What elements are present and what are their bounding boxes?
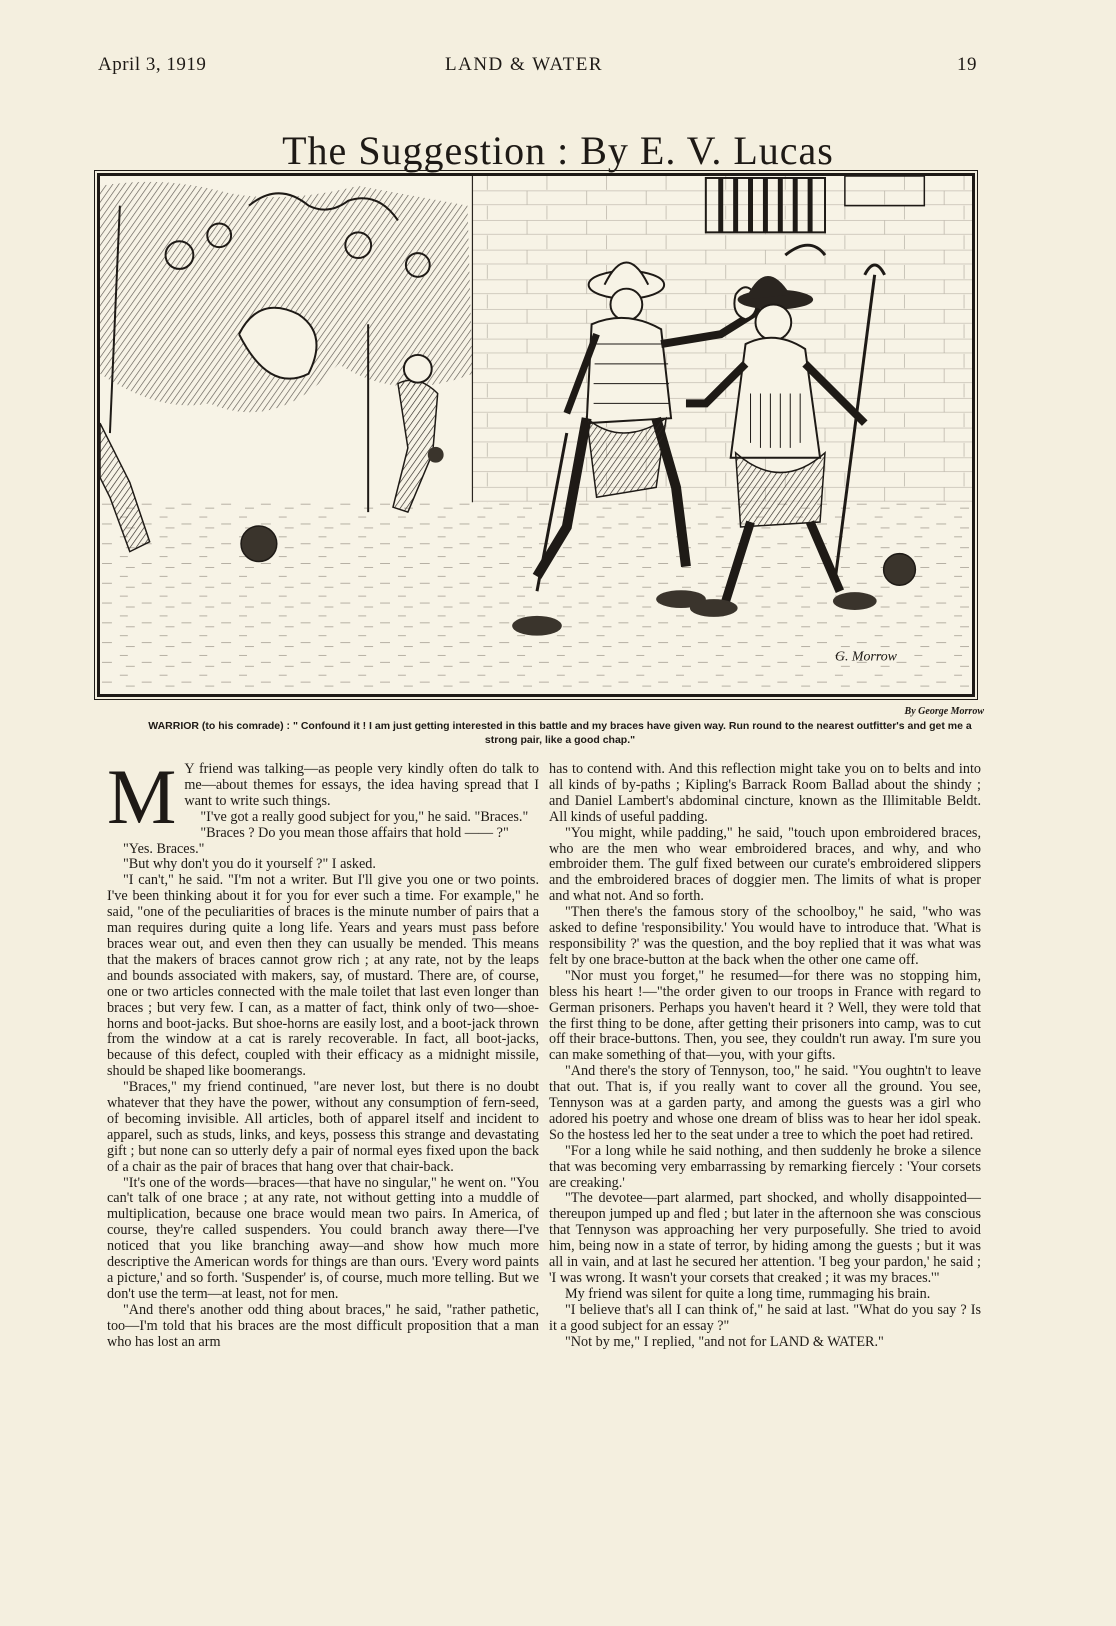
paragraph-text: "Nor must you forget," he resumed—for there was no stopping him, bless his heart !—"the order given to our troops in France with regard to German prisoners. Perhaps you haven't heard it ? Well, they were told that the first thing to be done, after getting their prisoners into camp, was to cut off their brace-buttons. Then, you see, they couldn't run away. I'm sure you can make something of that—you, with your gifts.: [549, 967, 981, 1064]
article-paragraph: [549, 1303, 981, 1335]
article-column-right: [549, 762, 981, 1351]
paragraph-text: "But why don't you do it yourself ?" I asked.: [123, 856, 376, 873]
artist-credit: By George Morrow: [904, 706, 984, 717]
article-paragraph: [107, 842, 539, 858]
paragraph-text: has to contend with. And this reflection might take you on to belts and into all kinds of by-paths ; Kipling's Barrack Room Ballad about the shindy ; and Daniel Lambert's abdominal cincture, known as the Illimitable Beldt. All kinds of useful padding.: [549, 761, 981, 825]
paragraph-text: "And there's another odd thing about braces," he said, "rather pathetic, too—I'm told that his braces are the most difficult proposition that a man who has lost an arm: [107, 1301, 539, 1350]
article-paragraph: [549, 905, 981, 969]
article-title: The Suggestion : By E. V. Lucas: [282, 127, 834, 173]
article-paragraph: [549, 1064, 981, 1144]
article-paragraph: [549, 762, 981, 826]
paragraph-text: "Braces ? Do you mean those affairs that hold —— ?": [200, 824, 509, 841]
drop-cap: M: [107, 753, 177, 840]
cartoon-illustration: [97, 173, 975, 697]
article-paragraph: [549, 1287, 981, 1303]
article-paragraph: [549, 826, 981, 906]
article-column-left: [107, 753, 539, 1351]
article-paragraph: [107, 1303, 539, 1351]
paragraph-text: "For a long while he said nothing, and then suddenly he broke a silence that was becoming very embarrassing by remarking fiercely : 'Your corsets are creaking.': [549, 1142, 981, 1191]
cannonball: [428, 447, 444, 463]
article-paragraph: [549, 1191, 981, 1286]
paragraph-text: "The devotee—part alarmed, part shocked, and wholly disappointed—thereupon jumped up and fled ; but later in the afternoon she was conscious that Tennyson was approaching her very purposefully. She tried to avoid him, being now in a state of terror, by hiding among the guests ; but it was all in vain, and at last he secured her attention. 'I beg your pardon,' he said ; 'I was wrong. It wasn't your corsets that creaked ; it was my braces.'": [549, 1190, 981, 1286]
paragraph-text: "Not by me," I replied, "and not for LAND & WATER.": [565, 1333, 884, 1350]
article-paragraph: [107, 1176, 539, 1303]
cannonball: [241, 526, 277, 562]
article-paragraph: [549, 1335, 981, 1351]
paragraph-text: "And there's the story of Tennyson, too," he said. "You oughtn't to leave that out. That is, if you really want to cover all the ground. You see, Tennyson was at a garden party, and among the guests was a girl who adored his poetry and whose one dream of bliss was to hear her idol speak. So the hostess led her to the seat under a tree to which the poet had retired.: [549, 1063, 981, 1143]
paragraph-text: Y friend was talking—as people very kindly often do talk to me—about themes for essays, the idea having spread that I want to write such things.: [184, 761, 539, 809]
paragraph-text: "I've got a really good subject for you," he said. "Braces.": [200, 808, 529, 825]
article-paragraph: [549, 969, 981, 1064]
paragraph-text: "You might, while padding," he said, "touch upon embroidered braces, who are the men who wear embroidered braces, and why, and who embroider them. The gulf fixed between our curate's embroidered slippers and the embroidered braces of doggier men. The limits of what is proper and what not. And so forth.: [549, 824, 981, 905]
article-paragraph: [107, 1080, 539, 1175]
article-paragraph: [107, 873, 539, 1080]
paragraph-text: "Then there's the famous story of the schoolboy," he said, "who was asked to define 'responsibility.' You would have to introduce that. 'What is responsibility ?' was the question, and the boy replied that it was what was felt by one brace-button at the back when the other one came off.: [549, 904, 981, 968]
cartoon-caption: WARRIOR (to his comrade) : " Confound it ! I am just getting interested in this battle and my braces have given way. Run round to the nearest outfitter's and get me a strong pair, like a good chap.": [148, 720, 972, 746]
paragraph-text: "I can't," he said. "I'm not a writer. But I'll give you one or two points. I've been thinking about it for you for ever such a time. For example," he said, "one of the peculiarities of braces is the minute number of pairs that a man requires during quite a long life. Years and years must pass before braces wear out, and even then they can usually be mended. This means that the makers of braces cannot grow rich ; at any rate, not by the leaps and bounds associated with makers, say, of mustard. There are, of course, one or two articles connected with the male toilet that last even longer than braces ; but very few. I can, as a matter of fact, think only of two—shoe-horns and boot-jacks. But shoe-horns are easily lost, and a boot-jack thrown from the window at a cat is rarely recoverable. In fact, all boot-jacks, because of this defect, coupled with their efficacy as a midnight missile, should be shaped like boomerangs.: [107, 872, 539, 1080]
paragraph-text: "I believe that's all I can think of," he said at last. "What do you say ? Is it a good subject for an essay ?": [549, 1301, 981, 1334]
cannonball: [884, 554, 916, 586]
article-paragraph: [549, 1144, 981, 1192]
cartoon-drawing: [100, 176, 972, 694]
artist-signature: G. Morrow: [834, 649, 897, 665]
paragraph-text: "Braces," my friend continued, "are never lost, but there is no doubt whatever that they have the power, without any consumption of fern-seed, of becoming invisible. All articles, both of apparel itself and incident to apparel, such as studs, links, and keys, possess this strange and devastating gift ; but none can so utterly defy a pair of normal eyes fixed upon the back of a chair as the pair of braces that hang over that chair-back.: [107, 1079, 539, 1175]
paragraph-text: "It's one of the words—braces—that have no singular," he went on. "You can't talk of one brace ; at any rate, not without getting into a muddle of multiplication, because one brace would mean two pairs. In America, of course, they're called suspenders. You could branch away there—I've noticed that you like branching away—and show how much more descriptive the American words for things are than ours. 'Every word paints a picture,' and so forth. 'Suspender' is, of course, much more telling. But we don't use the term—at least, not for men.: [107, 1174, 539, 1302]
page-number: 19: [957, 54, 977, 75]
magazine-name: LAND & WATER: [445, 54, 604, 75]
paragraph-text: "Yes. Braces.": [123, 840, 205, 857]
paragraph-text: My friend was silent for quite a long time, rummaging his brain.: [565, 1285, 931, 1302]
article-paragraph: [107, 857, 539, 873]
issue-date: April 3, 1919: [98, 54, 207, 75]
